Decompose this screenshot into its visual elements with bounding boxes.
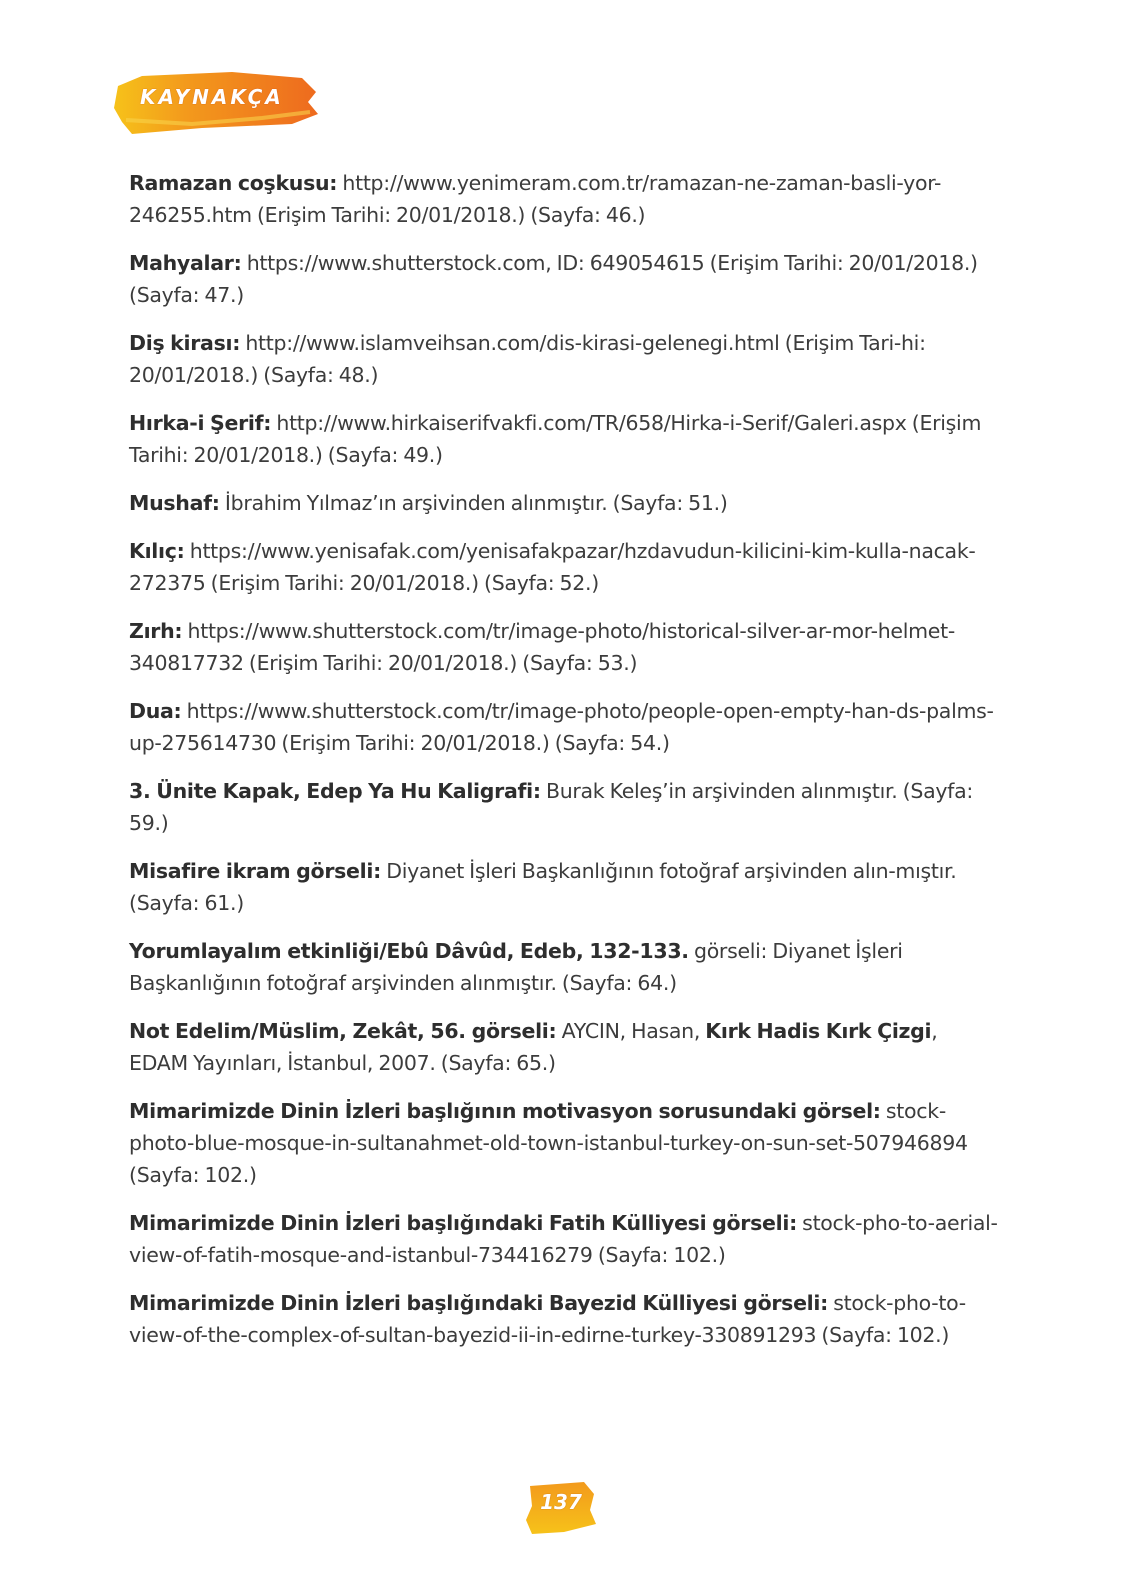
- reference-title: Mimarimizde Dinin İzleri başlığındaki Bayezid Külliyesi görseli:: [129, 1291, 829, 1315]
- reference-text: https://www.shutterstock.com, ID: 649054615 (Erişim Tarihi: 20/01/2018.) (Sayfa: 47.): [129, 251, 978, 307]
- reference-title: Mimarimizde Dinin İzleri başlığındaki Fatih Külliyesi görseli:: [129, 1211, 797, 1235]
- reference-item: [129, 535, 999, 599]
- reference-item: [129, 247, 999, 311]
- reference-title: Yorumlayalım etkinliği/Ebû Dâvûd, Edeb, 132-133.: [129, 939, 689, 963]
- reference-item: [129, 615, 999, 679]
- reference-item: [129, 1015, 999, 1079]
- reference-text: stock-pho-to-view-of-the-complex-of-sultan-bayezid-ii-in-edirne-turkey-330891293 (Sayfa: 102.): [129, 1291, 966, 1347]
- reference-item: [129, 695, 999, 759]
- section-header-banner: [112, 68, 322, 138]
- reference-title: Not Edelim/Müslim, Zekât, 56. görseli:: [129, 1019, 557, 1043]
- reference-text: https://www.yenisafak.com/yenisafakpazar/hzdavudun-kilicini-kim-kulla-nacak-272375 (Erişim Tarihi: 20/01/2018.) (Sayfa: 52.): [129, 539, 976, 595]
- reference-item: [129, 1095, 999, 1191]
- reference-text: https://www.shutterstock.com/tr/image-photo/historical-silver-ar-mor-helmet-340817732 (Erişim Tarihi: 20/01/2018.) (Sayfa: 53.): [129, 619, 955, 675]
- reference-text: Burak Keleş’in arşivinden alınmıştır. (Sayfa: 59.): [129, 779, 973, 835]
- reference-item: [129, 167, 999, 231]
- reference-title: Kılıç:: [129, 539, 185, 563]
- reference-item: [129, 487, 999, 519]
- reference-text: stock-photo-blue-mosque-in-sultanahmet-old-town-istanbul-turkey-on-sun-set-507946894 (Sayfa: 102.): [129, 1099, 968, 1187]
- reference-title: Mushaf:: [129, 491, 220, 515]
- reference-item: [129, 1207, 999, 1271]
- reference-title: 3. Ünite Kapak, Edep Ya Hu Kaligrafi:: [129, 779, 541, 803]
- page-number-badge: [524, 1480, 598, 1536]
- reference-text: stock-pho-to-aerial-view-of-fatih-mosque-and-istanbul-734416279 (Sayfa: 102.): [129, 1211, 998, 1267]
- reference-title: Misafire ikram görseli:: [129, 859, 381, 883]
- reference-text: http://www.hirkaiserifvakfi.com/TR/658/Hirka-i-Serif/Galeri.aspx (Erişim Tarihi: 20/01/2018.) (Sayfa: 49.): [129, 411, 982, 467]
- book-title: Kırk Hadis Kırk Çizgi: [705, 1019, 932, 1043]
- reference-item: [129, 1287, 999, 1351]
- reference-text: Diyanet İşleri Başkanlığının fotoğraf arşivinden alın-mıştır. (Sayfa: 61.): [129, 859, 957, 915]
- reference-item: [129, 327, 999, 391]
- reference-text: görseli: Diyanet İşleri Başkanlığının fotoğraf arşivinden alınmıştır. (Sayfa: 64.): [129, 939, 903, 995]
- section-title: KAYNAKÇA: [140, 85, 284, 109]
- reference-title: Zırh:: [129, 619, 183, 643]
- reference-item: [129, 855, 999, 919]
- reference-item: [129, 775, 999, 839]
- reference-text: İbrahim Yılmaz’ın arşivinden alınmıştır. (Sayfa: 51.): [219, 491, 728, 515]
- reference-title: Hırka-i Şerif:: [129, 411, 272, 435]
- reference-title: Dua:: [129, 699, 182, 723]
- page-number: 137: [540, 1490, 582, 1514]
- reference-title: Mahyalar:: [129, 251, 242, 275]
- reference-text: https://www.shutterstock.com/tr/image-photo/people-open-empty-han-ds-palms-up-275614730 (Erişim Tarihi: 20/01/2018.) (Sayfa: 54.): [129, 699, 994, 755]
- reference-text: AYCIN, Hasan,: [556, 1019, 706, 1043]
- reference-item: [129, 407, 999, 471]
- reference-text: http://www.yenimeram.com.tr/ramazan-ne-zaman-basli-yor-246255.htm (Erişim Tarihi: 20/01/2018.) (Sayfa: 46.): [129, 171, 942, 227]
- reference-text: http://www.islamveihsan.com/dis-kirasi-gelenegi.html (Erişim Tari-hi: 20/01/2018.) (Sayfa: 48.): [129, 331, 926, 387]
- reference-title: Diş kirası:: [129, 331, 241, 355]
- reference-title: Ramazan coşkusu:: [129, 171, 338, 195]
- reference-list: [129, 167, 999, 1367]
- reference-title: Mimarimizde Dinin İzleri başlığının motivasyon sorusundaki görsel:: [129, 1099, 881, 1123]
- reference-text-continued: , EDAM Yayınları, İstanbul, 2007. (Sayfa: 65.): [129, 1019, 938, 1075]
- reference-item: [129, 935, 999, 999]
